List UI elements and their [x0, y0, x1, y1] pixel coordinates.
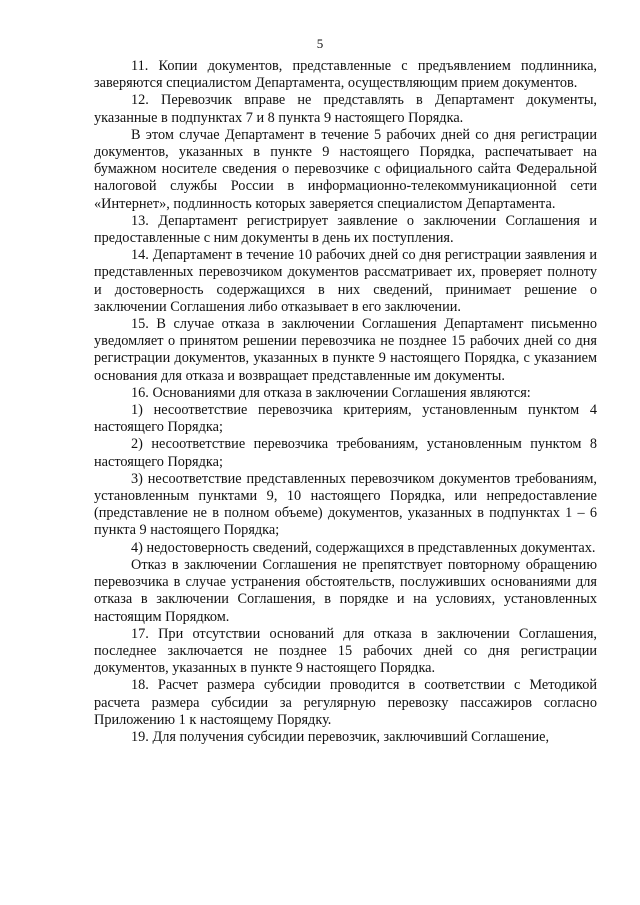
- paragraph-reapplication: Отказ в заключении Соглашения не препятствует повторному обращению перевозчика в случае устранения обстоятельств, послуживших основаниями для отказа в заключении Соглашения, в порядке и на условиях, установленных настоящим Порядком.: [94, 556, 597, 625]
- document-body: [94, 58, 597, 746]
- list-item-ground-4: 4) недостоверность сведений, содержащихся в представленных документах.: [131, 539, 596, 556]
- paragraph-17-agreement-conclusion: 17. При отсутствии оснований для отказа в заключении Соглашения, последнее заключается не позднее 15 рабочих дней со дня регистрации документов, указанных в пункте 9 настоящего Порядка.: [94, 625, 597, 677]
- list-item-ground-3: 3) несоответствие представленных перевозчиком документов требованиям, установленным пунктами 9, 10 настоящего Порядка, или непредоставление (представление не в полном объеме) документов, указанных в подпунктах 1 – 6 пункта 9 настоящего Порядка;: [94, 470, 597, 539]
- paragraph-13-registration: 13. Департамент регистрирует заявление о заключении Соглашения и предоставленные с ним документы в день их поступления.: [94, 212, 597, 247]
- paragraph-16-refusal-grounds: 16. Основаниями для отказа в заключении Соглашения являются:: [131, 384, 531, 401]
- list-item-ground-1: 1) несоответствие перевозчика критериям, установленным пунктом 4 настоящего Порядка;: [94, 402, 597, 436]
- paragraph-11-copies: 11. Копии документов, представленные с предъявлением подлинника, заверяются специалистом Департамента, осуществляющим прием документов.: [94, 58, 597, 92]
- paragraph-12-department-prints: В этом случае Департамент в течение 5 рабочих дней со дня регистрации документов, указанных в пункте 9 настоящего Порядка, распечатывает на бумажном носителе сведения о перевозчике с официального сайта Федеральной налоговой службы России в информационно-телекоммуникационной сети «Интернет», подлинность которых заверяется специалистом Департамента.: [94, 126, 597, 212]
- paragraph-12-carrier-right: 12. Перевозчик вправе не представлять в Департамент документы, указанные в подпунктах 7 и 8 пункта 9 настоящего Порядка.: [94, 92, 597, 126]
- paragraph-19-subsidy-request: 19. Для получения субсидии перевозчик, заключивший Соглашение,: [131, 728, 550, 745]
- list-item-ground-2: 2) несоответствие перевозчика требованиям, установленным пунктом 8 настоящего Порядка;: [94, 436, 597, 470]
- paragraph-15-refusal-notice: 15. В случае отказа в заключении Соглашения Департамент письменно уведомляет о принятом решении перевозчика не позднее 15 рабочих дней со дня регистрации документов, указанных в пункте 9 настоящего Порядка, с указанием основания для отказа и возвращает представленные им документы.: [94, 316, 597, 384]
- paragraph-14-review: 14. Департамент в течение 10 рабочих дней со дня регистрации заявления и представленных перевозчиком документов рассматривает их, проверяет полноту и достоверность содержащихся в них сведений, принимает решение о заключении Соглашения либо отказывает в его заключении.: [94, 247, 597, 315]
- paragraph-18-subsidy-calculation: 18. Расчет размера субсидии проводится в соответствии с Методикой расчета размера субсидии за регулярную перевозку пассажиров согласно Приложению 1 к настоящему Порядку.: [94, 677, 597, 728]
- page-number: 5: [316, 36, 324, 51]
